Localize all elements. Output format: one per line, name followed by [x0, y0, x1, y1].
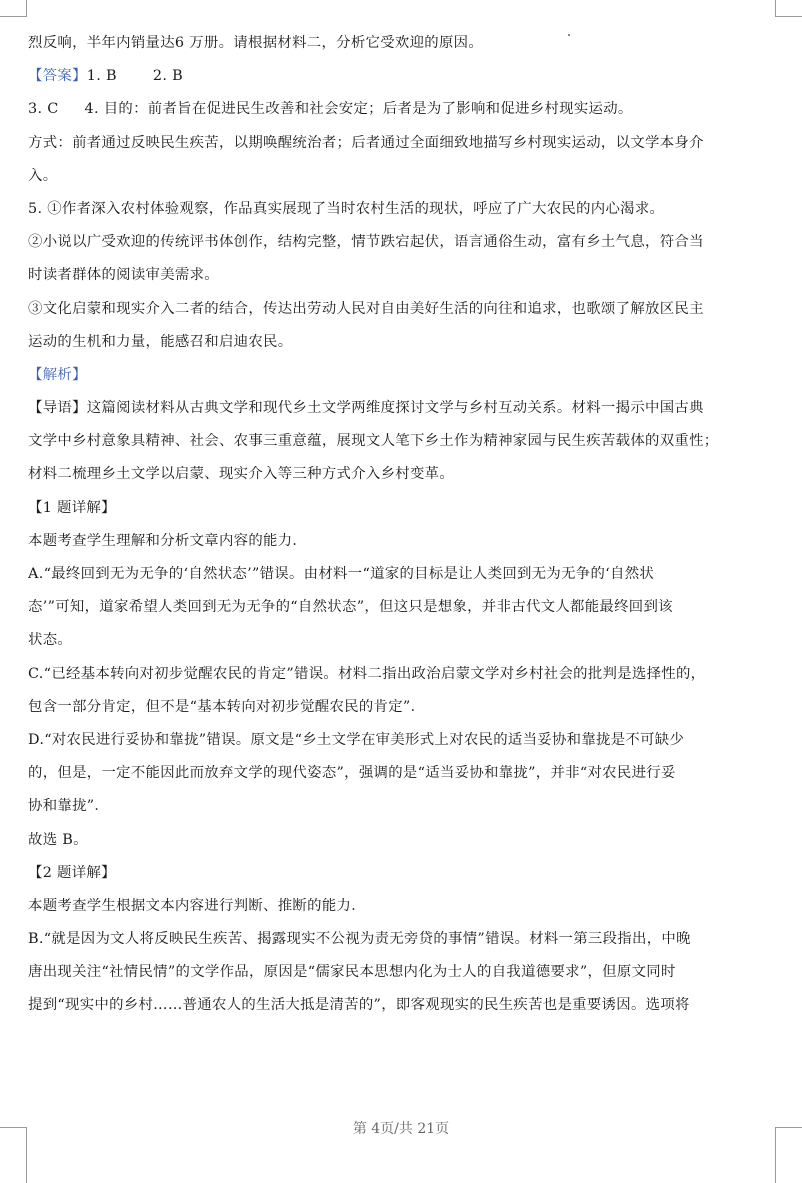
text-line: 5. ①作者深入农村体验观察，作品真实展现了当时农村生活的现状，呼应了广大农民的内心渴求。 — [28, 200, 665, 217]
document-body — [28, 27, 776, 1023]
text-line: 方式：前者通过反映民生疾苦，以期唤醒统治者；后者通过全面细致地描写乡村现实运动，以文学本身介 — [28, 134, 704, 151]
answer-line — [28, 60, 776, 93]
text-line: 态’”可知，道家希望人类回到无为无争的“自然状态”，但这只是想象，并非古代文人都能最终回到该 — [28, 599, 673, 616]
text-line: 入。 — [28, 167, 58, 184]
text-line: 文学中乡村意象具精神、社会、农事三重意蕴，展现文人笔下乡土作为精神家园与民生疾苦载体的双重性； — [28, 433, 719, 450]
text-line: 的，但是，一定不能因此而放弃文学的现代姿态”，强调的是“适当妥协和靠拢”，并非“对农民进行妥 — [28, 765, 676, 782]
text-line: 故选 B。 — [28, 831, 88, 848]
text-line: ③文化启蒙和现实介入二者的结合，传达出劳动人民对自由美好生活的向往和追求，也歌颂了解放区民主 — [28, 300, 704, 317]
text-line: 协和靠拢”． — [28, 798, 110, 815]
text-line: 本题考查学生根据文本内容进行判断、推断的能力． — [28, 897, 366, 914]
answer-label: 【答案】 — [28, 68, 87, 85]
text-line: C.“已经基本转向对初步觉醒农民的肯定”错误。材料二指出政治启蒙文学对乡村社会的批判是选择性的， — [28, 665, 706, 682]
text-line: A.“最终回到无为无争的‘自然状态’”错误。由材料一“道家的目标是让人类回到无为无争的‘自然状 — [28, 566, 655, 582]
answer-line-3-4 — [28, 93, 776, 126]
text-line: 烈反响，半年内销量达6 万册。请根据材料二，分析它受欢迎的原因。 — [28, 35, 484, 51]
answer-q3: 3. C — [28, 101, 59, 118]
analysis-heading: 【解析】 — [28, 366, 87, 383]
text-line: 本题考查学生理解和分析文章内容的能力． — [28, 532, 308, 549]
text-line: 唐出现关注“社情民情”的文学作品，原因是“儒家民本思想内化为士人的自我道德要求”，但原文同时 — [28, 964, 676, 981]
text-line: 运动的生机和力量，能感召和启迪农民。 — [28, 333, 293, 350]
text-line: D.“对农民进行妥协和靠拢”错误。原文是“乡土文学在审美形式上对农民的适当妥协和靠拢是不可缺少 — [28, 731, 685, 748]
text-line: 状态。 — [28, 632, 73, 649]
page-number: 第 4页/共 21页 — [352, 1121, 450, 1137]
text-line: 材料二梳理乡土文学以启蒙、现实介入等三种方式介入乡村变革。 — [28, 466, 455, 483]
section-heading: 【1 题详解】 — [28, 499, 116, 516]
text-line: 包含一部分肯定，但不是“基本转向对初步觉醒农民的肯定”． — [28, 698, 426, 715]
text-line: 【导语】这篇阅读材料从古典文学和现代乡土文学两维度探讨文学与乡村互动关系。材料一揭示中国古典 — [28, 400, 704, 417]
section-heading: 【2 题详解】 — [28, 864, 116, 881]
text-line: B.“就是因为文人将反映民生疾苦、揭露现实不公视为责无旁贷的事情”错误。材料一第三段指出，中晚 — [28, 931, 691, 948]
answer-q2: 2. B — [152, 68, 183, 85]
crop-mark-top-left — [0, 0, 27, 17]
text-line: 时读者群体的阅读审美需求。 — [28, 267, 219, 284]
text-line: 提到“现实中的乡村……普通农人的生活大抵是清苦的”，即客观现实的民生疾苦也是重要诱因。选项将 — [28, 997, 690, 1014]
text-line: ②小说以广受欢迎的传统评书体创作，结构完整，情节跌宕起伏，语言通俗生动，富有乡土气息，符合当 — [28, 234, 704, 251]
answer-q4: 4. 目的：前者旨在促进民生改善和社会安定；后者是为了影响和促进乡村现实运动。 — [84, 101, 633, 118]
answer-q1: 1. B — [86, 68, 117, 85]
crop-mark-top-right — [775, 0, 802, 17]
